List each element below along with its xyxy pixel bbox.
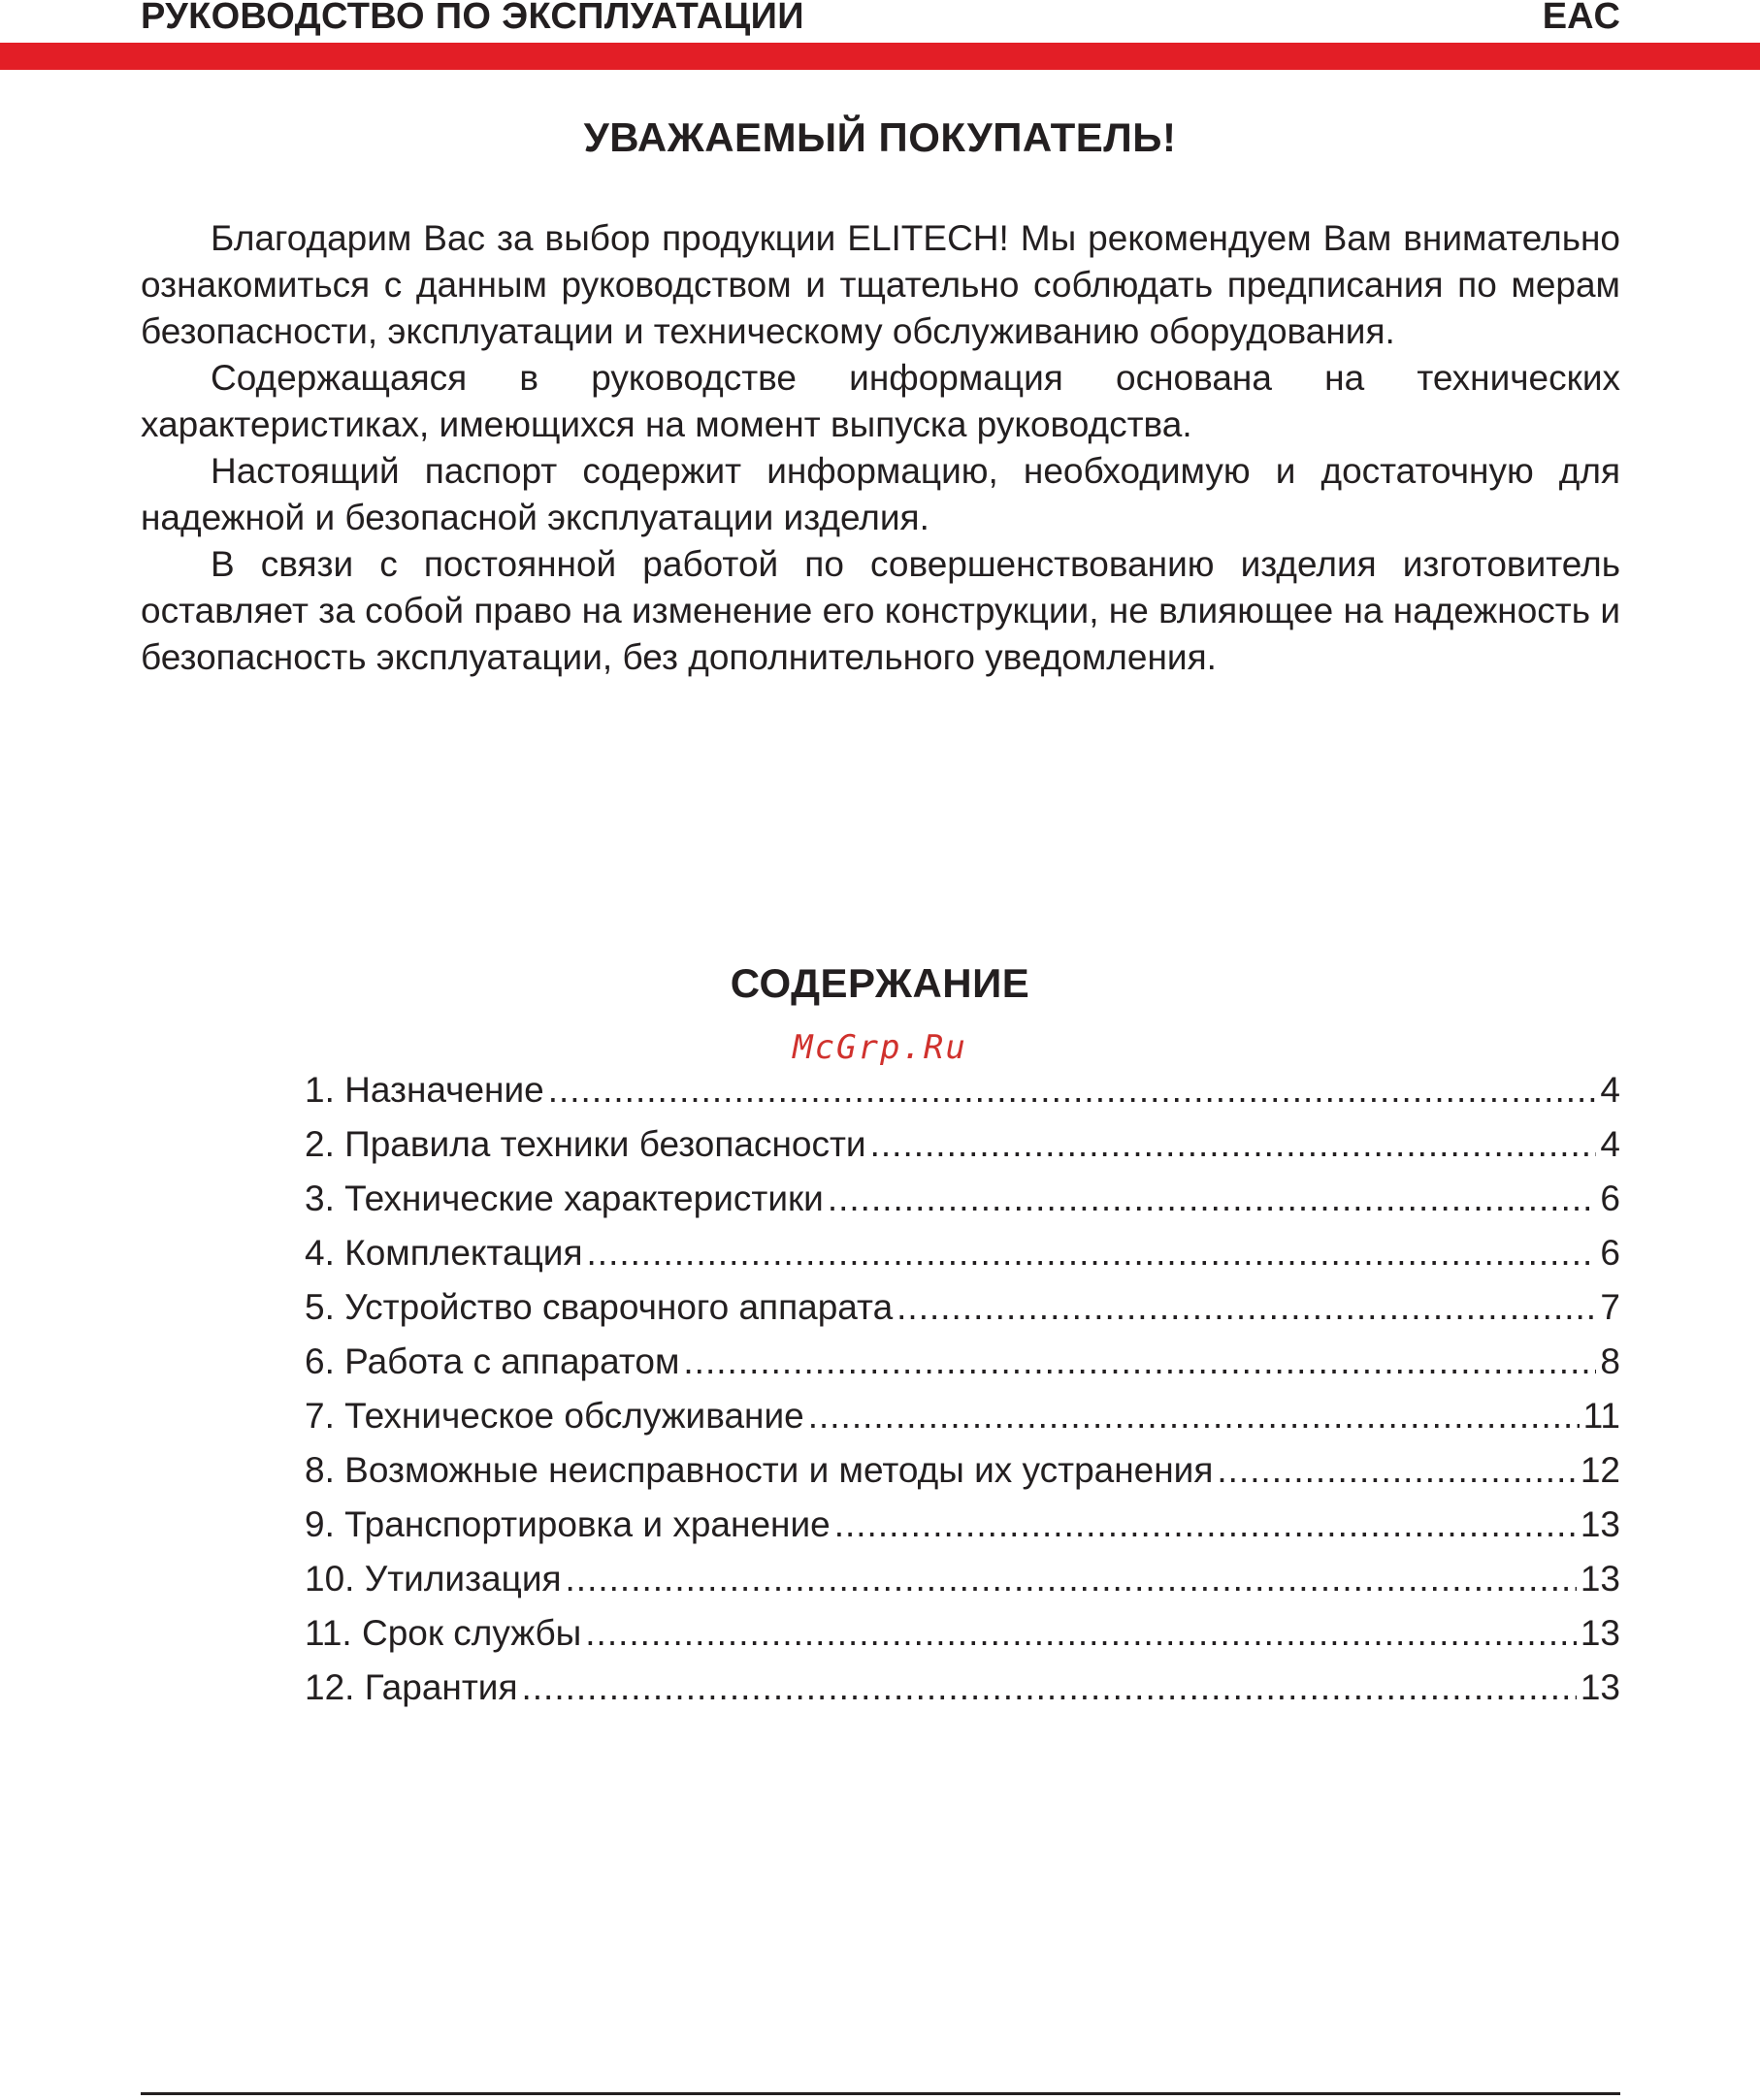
toc-entry-page: 6 — [1600, 1179, 1620, 1218]
toc-leader-dots — [587, 1226, 1597, 1280]
intro-paragraph: Содержащаяся в руководстве информация основана на технических характеристиках, имеющихся на момент выпуска руководства. — [141, 358, 1620, 444]
toc-leader-dots — [585, 1606, 1577, 1661]
greeting-heading: УВАЖАЕМЫЙ ПОКУПАТЕЛЬ! — [583, 114, 1177, 160]
header-accent-bar — [0, 43, 1760, 70]
contents-heading: СОДЕРЖАНИЕ — [730, 960, 1030, 1006]
toc-entry-page: 12 — [1580, 1450, 1620, 1490]
toc-leader-dots — [808, 1389, 1580, 1443]
table-of-contents — [305, 1063, 1620, 1715]
document-title: РУКОВОДСТВО ПО ЭКСПЛУАТАЦИИ — [141, 0, 804, 37]
toc-entry[interactable] — [305, 1552, 1620, 1606]
toc-entry-page: 13 — [1580, 1559, 1620, 1599]
toc-entry-label: 11. Срок службы — [305, 1613, 582, 1653]
toc-entry-label: 4. Комплектация — [305, 1233, 583, 1273]
intro-paragraph: Настоящий паспорт содержит информацию, необходимую и достаточную для надежной и безопасной эксплуатации изделия. — [141, 451, 1620, 537]
toc-entry[interactable] — [305, 1606, 1620, 1661]
toc-leader-dots — [566, 1552, 1577, 1606]
watermark: McGrp.Ru — [793, 1028, 967, 1067]
toc-entry-label: 9. Транспортировка и хранение — [305, 1504, 831, 1544]
toc-entry-page: 7 — [1600, 1287, 1620, 1327]
toc-entry[interactable] — [305, 1389, 1620, 1443]
toc-entry-label: 5. Устройство сварочного аппарата — [305, 1287, 894, 1327]
toc-entry-page: 13 — [1580, 1667, 1620, 1707]
toc-entry[interactable] — [305, 1280, 1620, 1335]
toc-entry[interactable] — [305, 1498, 1620, 1552]
toc-entry[interactable] — [305, 1117, 1620, 1172]
toc-entry-page: 6 — [1600, 1233, 1620, 1273]
intro-paragraph: В связи с постоянной работой по совершенствованию изделия изготовитель оставляет за собой право на изменение его конструкции, не влияющее на надежность и безопасность эксплуатации, без дополнительного уведомления. — [141, 544, 1620, 677]
toc-leader-dots — [1217, 1443, 1576, 1498]
toc-leader-dots — [548, 1063, 1597, 1117]
eac-mark: EAC — [1542, 0, 1620, 37]
toc-entry-label: 10. Утилизация — [305, 1559, 562, 1599]
toc-entry-page: 4 — [1600, 1124, 1620, 1164]
toc-entry[interactable] — [305, 1172, 1620, 1226]
toc-entry-page: 11 — [1582, 1396, 1620, 1436]
toc-entry-label: 7. Техническое обслуживание — [305, 1396, 804, 1436]
toc-leader-dots — [896, 1280, 1596, 1335]
intro-paragraph: Благодарим Вас за выбор продукции ELITECH! Мы рекомендуем Вам внимательно ознакомиться с данным руководством и тщательно соблюдать предписания по мерам безопасности, эксплуатации и техническому обслуживанию оборудования. — [141, 218, 1620, 351]
toc-entry[interactable] — [305, 1226, 1620, 1280]
toc-entry[interactable] — [305, 1661, 1620, 1715]
footer-rule — [141, 2092, 1620, 2095]
toc-leader-dots — [870, 1117, 1597, 1172]
toc-entry-page: 13 — [1580, 1613, 1620, 1653]
toc-leader-dots — [828, 1172, 1597, 1226]
toc-entry-label: 3. Технические характеристики — [305, 1179, 824, 1218]
toc-entry-label: 8. Возможные неисправности и методы их устранения — [305, 1450, 1214, 1490]
toc-entry-label: 2. Правила техники безопасности — [305, 1124, 866, 1164]
toc-entry[interactable] — [305, 1335, 1620, 1389]
toc-leader-dots — [522, 1661, 1577, 1715]
toc-entry[interactable] — [305, 1063, 1620, 1117]
toc-entry-page: 4 — [1600, 1070, 1620, 1110]
toc-entry-label: 12. Гарантия — [305, 1667, 518, 1707]
page-header — [141, 0, 1620, 41]
toc-entry-label: 1. Назначение — [305, 1070, 544, 1110]
toc-entry-page: 8 — [1600, 1341, 1620, 1381]
toc-entry-page: 13 — [1580, 1504, 1620, 1544]
intro-text — [141, 215, 1620, 681]
toc-leader-dots — [683, 1335, 1596, 1389]
toc-leader-dots — [834, 1498, 1577, 1552]
toc-entry[interactable] — [305, 1443, 1620, 1498]
toc-entry-label: 6. Работа с аппаратом — [305, 1341, 680, 1381]
